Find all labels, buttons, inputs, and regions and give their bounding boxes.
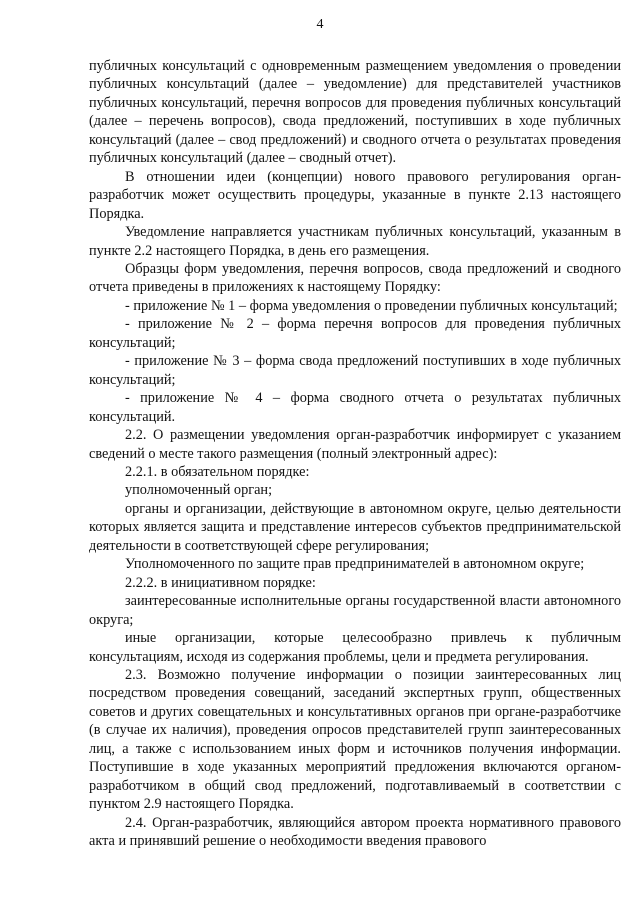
paragraph: 2.4. Орган-разработчик, являющийся автором проекта нормативного правового акта и принявший решение о необходимости введения правового [89, 814, 621, 850]
paragraph: Уполномоченного по защите прав предпринимателей в автономном округе; [125, 556, 585, 573]
paragraph: - приложение № 1 – форма уведомления о проведении публичных консультаций; [125, 297, 618, 314]
paragraph: публичных консультаций с одновременным размещением уведомления о проведении публичных консультаций (далее – уведомление) для представителей участников публичных консультаций, перечня вопросов для проведения публичных консультаций (далее – перечень вопросов), свода предложений, поступивших в ходе публичных консультаций (далее – свод предложений) и сводного отчета о результатах проведения публичных консультаций (далее – сводный отчет). [89, 58, 621, 167]
paragraph: 2.3. Возможно получение информации о позиции заинтересованных лиц посредством проведения совещаний, заседаний экспертных групп, общественных советов и других совещательных и консультативных органов при органе-разработчике (в случае их наличия), проведения опросов представителей групп заинтересованных лиц, а также с использованием иных форм и источников получения информации. Поступившие в ходе указанных мероприятий предложения включаются органом-разработчиком в общий свод предложений, подготавливаемый в соответствии с пунктом 2.9 настоящего Порядка. [89, 666, 621, 813]
document-body [89, 57, 621, 850]
paragraph: В отношении идеи (концепции) нового правового регулирования орган-разработчик может осуществить процедуры, указанные в пункте 2.13 настоящего Порядка. [89, 168, 621, 222]
paragraph: Уведомление направляется участникам публичных консультаций, указанным в пункте 2.2 настоящего Порядка, в день его размещения. [89, 224, 621, 259]
paragraph: - приложение № 3 – форма свода предложений поступивших в ходе публичных консультаций; [89, 353, 621, 388]
paragraph: заинтересованные исполнительные органы государственной власти автономного округа; [89, 593, 621, 628]
paragraph: 2.2.2. в инициативном порядке: [125, 574, 316, 591]
paragraph: уполномоченный орган; [125, 482, 273, 499]
paragraph: Образцы форм уведомления, перечня вопросов, свода предложений и сводного отчета приведены в приложениях к настоящему Порядку: [89, 260, 621, 296]
page-number: 4 [316, 17, 324, 32]
paragraph: иные организации, которые целесообразно привлечь к публичным консультациям, исходя из содержания проблемы, цели и предмета регулирования. [89, 630, 621, 665]
paragraph: - приложение № 2 – форма перечня вопросов для проведения публичных консультаций; [89, 316, 621, 351]
paragraph: органы и организации, действующие в автономном округе, целью деятельности которых является защита и представление интересов субъектов предпринимательской деятельности в соответствующей сфере регулирования; [89, 500, 621, 554]
paragraph: 2.2. О размещении уведомления орган-разработчик информирует с указанием сведений о месте такого размещения (полный электронный адрес): [89, 427, 621, 462]
paragraph: 2.2.1. в обязательном порядке: [125, 463, 310, 480]
paragraph: - приложение № 4 – форма сводного отчета о результатах публичных консультаций. [89, 390, 621, 425]
